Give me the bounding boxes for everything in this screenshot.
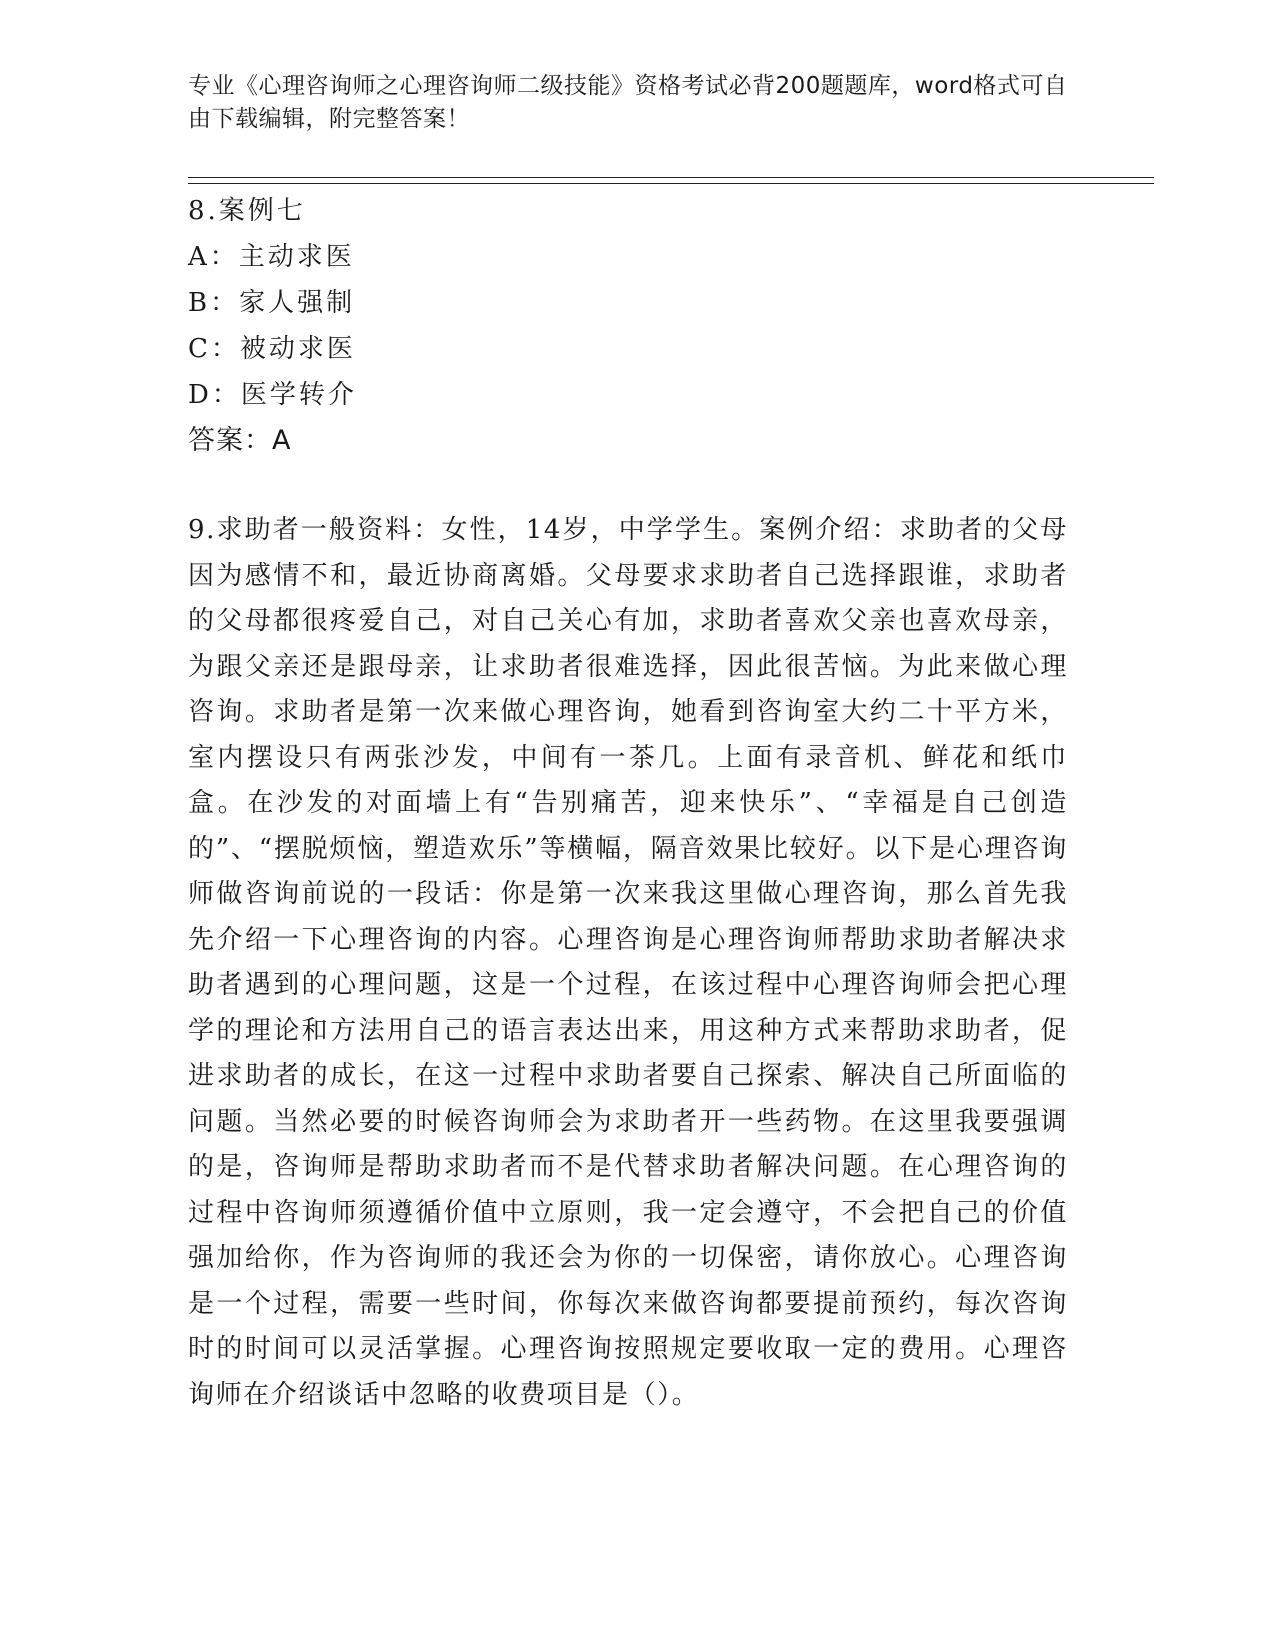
question-8-title: 8.案例七: [188, 196, 306, 226]
header-divider-bottom: [188, 183, 1154, 184]
option-d: D：医学转介: [188, 380, 357, 410]
header-divider-top: [188, 177, 1154, 178]
question-8: [188, 188, 1068, 464]
option-a: A：主动求医: [188, 242, 355, 272]
question-9-text: 9.求助者一般资料：女性，14岁，中学学生。案例介绍：求助者的父母因为感情不和，最近协商离婚。父母要求求助者自己选择跟谁，求助者的父母都很疼爱自己，对自己关心有加，求助者喜欢父亲也喜欢母亲，为跟父亲还是跟母亲，让求助者很难选择，因此很苦恼。为此来做心理咨询。求助者是第一次来做心理咨询，她看到咨询室大约二十平方米，室内摆设只有两张沙发，中间有一茶几。上面有录音机、鲜花和纸巾盒。在沙发的对面墙上有“告别痛苦，迎来快乐”、“幸福是自己创造的”、“摆脱烦恼，塑造欢乐”等横幅，隔音效果比较好。以下是心理咨询师做咨询前说的一段话：你是第一次来我这里做心理咨询，那么首先我先介绍一下心理咨询的内容。心理咨询是心理咨询师帮助求助者解决求助者遇到的心理问题，这是一个过程，在该过程中心理咨询师会把心理学的理论和方法用自己的语言表达出来，用这种方式来帮助求助者，促进求助者的成长，在这一过程中求助者要自己探索、解决自己所面临的问题。当然必要的时候咨询师会为求助者开一些药物。在这里我要强调的是，咨询师是帮助求助者而不是代替求助者解决问题。在心理咨询的过程中咨询师须遵循价值中立原则，我一定会遵守，不会把自己的价值强加给你，作为咨询师的我还会为你的一切保密，请你放心。心理咨询是一个过程，需要一些时间，你每次来做咨询都要提前预约，每次咨询时的时间可以灵活掌握。心理咨询按照规定要收取一定的费用。心理咨询师在介绍谈话中忽略的收费项目是（）。: [188, 515, 1068, 1410]
question-9: [188, 508, 1068, 1418]
option-b: B：家人强制: [188, 288, 356, 318]
question-8-answer: 答案：A: [188, 425, 292, 456]
document-header: [188, 70, 1068, 136]
header-text: 专业《心理咨询师之心理咨询师二级技能》资格考试必背200题题库，word格式可自由下载编辑，附完整答案！: [188, 73, 1068, 132]
option-c: C：被动求医: [188, 334, 356, 364]
